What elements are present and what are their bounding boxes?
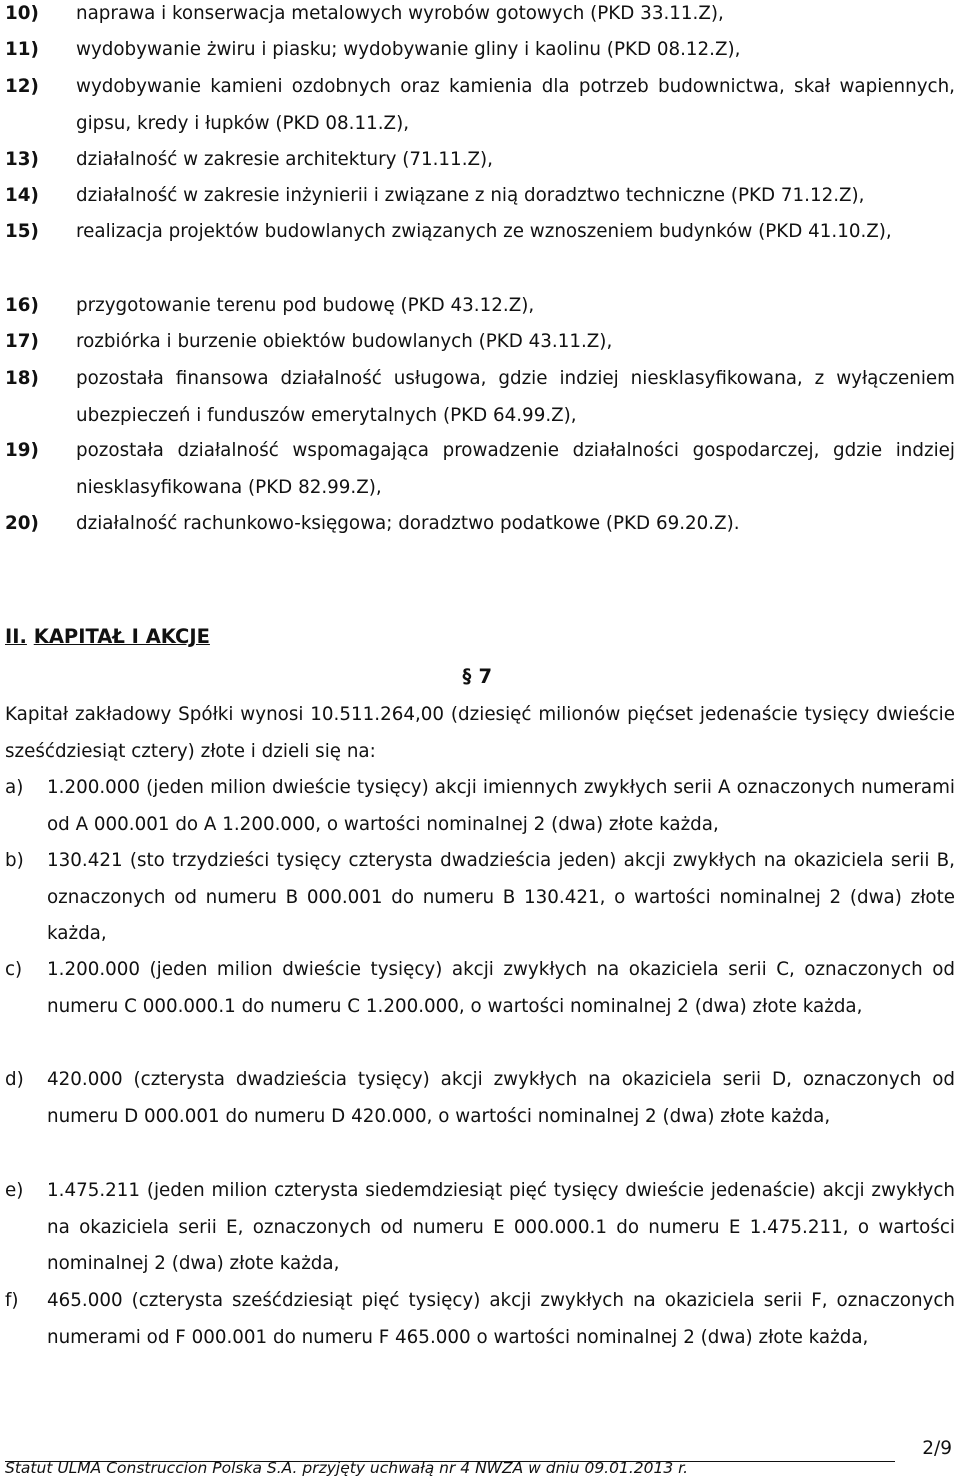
list-item-text: działalność rachunkowo-księgowa; doradztwo podatkowe (PKD 69.20.Z). [76,513,740,534]
list-item-number: 13) [5,149,39,170]
list-item-text: 1.200.000 (jeden milion dwieście tysięcy) akcji imiennych zwykłych serii A oznaczonych numerami od A 000.001 do A 1.200.000, o wartości nominalnej 2 (dwa) złote każda, [47,777,955,835]
paragraph-sign: § [462,665,472,688]
list-item-text: 1.200.000 (jeden milion dwieście tysięcy) akcji zwykłych na okaziciela serii C, oznaczonych od numeru C 000.000.1 do numeru C 1.200.000, o wartości nominalnej 2 (dwa) złote każda, [47,959,955,1017]
list-item-text: realizacja projektów budowlanych związanych ze wznoszeniem budynków (PKD 41.10.Z), [76,221,892,242]
list-item-text: rozbiórka i burzenie obiektów budowlanych (PKD 43.11.Z), [76,331,613,352]
list-item-text: pozostała działalność wspomagająca prowadzenie działalności gospodarczej, gdzie indziej niesklasyfikowana (PKD 82.99.Z), [76,440,955,498]
list-item-number: 11) [5,39,39,60]
list-item-text: wydobywanie kamieni ozdobnych oraz kamienia dla potrzeb budownictwa, skał wapiennych, gipsu, kredy i łupków (PKD 08.11.Z), [76,76,955,134]
list-item-number: 18) [5,368,39,389]
list-item-number: 17) [5,331,39,352]
list-item-letter: f) [5,1290,19,1311]
list-item-text: wydobywanie żwiru i piasku; wydobywanie gliny i kaolinu (PKD 08.12.Z), [76,39,741,60]
list-item-text: pozostała finansowa działalność usługowa, gdzie indziej niesklasyfikowana, z wyłączeniem ubezpieczeń i funduszów emerytalnych (PKD 64.99.Z), [76,368,955,426]
list-item-text: przygotowanie terenu pod budowę (PKD 43.12.Z), [76,295,535,316]
paragraph-number: 7 [478,665,493,688]
list-item [0,0,955,33]
intro-paragraph: Kapitał zakładowy Spółki wynosi 10.511.264,00 (dziesięć milionów pięćset jedenaście tysięcy dwieście sześćdziesiąt cztery) złote i dzieli się na: [5,704,955,762]
footer-text: Statut ULMA Construccion Polska S.A. przyjęty uchwałą nr 4 NWZA w dniu 09.01.2013 r. [5,1459,689,1477]
list-item-letter: b) [5,850,24,871]
list-item [0,843,955,953]
list-item [0,361,955,434]
section-heading [5,619,210,655]
list-item-text: 1.475.211 (jeden milion czterysta siedemdziesiąt pięć tysięcy dwieście jedenaście) akcji zwykłych na okaziciela serii E, oznaczonych od numeru E 000.000.1 do numeru E 1.475.211, o wartości nominalnej 2 (dwa) złote każda, [47,1180,955,1274]
page-number: 2/9 [922,1438,952,1459]
list-item [0,324,955,361]
list-item [0,32,955,69]
list-item-number: 12) [5,76,39,97]
list-item-text: naprawa i konserwacja metalowych wyrobów gotowych (PKD 33.11.Z), [76,3,724,24]
list-item-number: 14) [5,185,39,206]
section-number: II. [5,625,27,648]
list-item-number: 15) [5,221,39,242]
list-item [0,770,955,843]
paragraph-heading [462,659,492,695]
list-item-text: 420.000 (czterysta dwadzieścia tysięcy) akcji zwykłych na okaziciela serii D, oznaczonych od numeru D 000.001 do numeru D 420.000, o wartości nominalnej 2 (dwa) złote każda, [47,1069,955,1127]
list-item [0,433,955,506]
list-item-number: 10) [5,3,39,24]
list-item [0,1062,955,1135]
list-item-letter: c) [5,959,23,980]
list-item [0,214,955,251]
list-item [0,952,955,1025]
section-title: KAPITAŁ I AKCJE [33,625,210,648]
list-item-text: 130.421 (sto trzydzieści tysięcy czterysta dwadzieścia jeden) akcji zwykłych na okaziciela serii B, oznaczonych od numeru B 000.001 do numeru B 130.421, o wartości nominalnej 2 (dwa) złote każda, [47,850,955,944]
list-item-text: 465.000 (czterysta sześćdziesiąt pięć tysięcy) akcji zwykłych na okaziciela serii F, oznaczonych numerami od F 000.001 do numeru F 465.000 o wartości nominalnej 2 (dwa) złote każda, [47,1290,955,1348]
list-item [0,69,955,142]
list-item [0,178,955,215]
list-item [0,506,955,543]
list-item [0,142,955,179]
list-item-text: działalność w zakresie architektury (71.11.Z), [76,149,493,170]
list-item [0,1173,955,1283]
list-item-letter: e) [5,1180,24,1201]
list-item-letter: a) [5,777,24,798]
list-item-text: działalność w zakresie inżynierii i związane z nią doradztwo techniczne (PKD 71.12.Z), [76,185,865,206]
list-item [0,1283,955,1356]
list-item-number: 16) [5,295,39,316]
list-item-number: 20) [5,513,39,534]
list-item-letter: d) [5,1069,24,1090]
list-item-number: 19) [5,440,39,461]
list-item [0,288,955,325]
